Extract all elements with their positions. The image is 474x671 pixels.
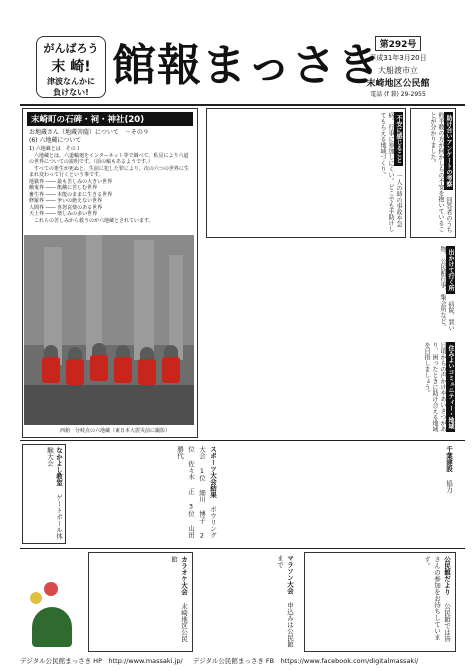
notice-title: 公民館だより	[443, 556, 451, 595]
article-byline: お地蔵さん（地蔵菩薩）について －その９	[29, 129, 149, 136]
footer-fb-link[interactable]: デジタル公民館まっさき FB https://www.facebook.com/digitalmassaki/	[192, 657, 419, 665]
footer	[20, 655, 465, 667]
slogan-box	[36, 36, 106, 98]
article-paragraph: 修羅界 ―― 争いの絶えない世界	[29, 198, 103, 204]
survey-body: 回答者のうち約半数の方が何かしらの不安を抱いていることが分かりました。	[429, 112, 452, 233]
six-jizo-photo	[24, 235, 194, 425]
publisher-name: 末崎地区公民館	[366, 79, 430, 89]
mid-divider	[20, 440, 465, 441]
article-paragraph: 畜生界 ―― 本能のままに生きる世界	[29, 191, 113, 198]
concerns-body: 一人の時の事故や急病。行事に参加しにくい。どこでも手助けしてもらえる地域づくり。	[379, 112, 402, 232]
event-sub: 末崎地区公民館	[170, 556, 188, 642]
event-box	[22, 444, 66, 544]
event-sub: 協力	[445, 480, 453, 493]
result-rank: 2位	[187, 446, 206, 540]
article-paragraph: 人間界 ―― 喜怒哀楽のある世界	[29, 204, 103, 211]
event-title: マラソン大会	[286, 555, 294, 594]
result-rank: 1位	[198, 467, 206, 482]
article-title: 末崎町の石碑・祠・神社(20)	[27, 112, 193, 126]
result-names: 佐々木 正	[187, 460, 195, 495]
event-sub: ゲートボール体験大会	[46, 447, 63, 540]
sports-results	[70, 444, 220, 544]
article-paragraph: 餓鬼界 ―― 飢餓に苦しむ世界	[29, 185, 98, 191]
article-paragraph: これらの苦しみから救うのが六地蔵とされています。	[29, 217, 154, 224]
concerns-article	[206, 108, 406, 238]
article-paragraph: すべての衆生が死ぬと、生前に犯した罪により、次の六つの世界に生まれ変わって行くという事です。	[29, 165, 189, 178]
destinations-article	[206, 244, 456, 334]
result-names: 細川 博子	[198, 489, 206, 524]
masthead-title: 館報まっさき	[112, 40, 382, 91]
article-section: (6) 六地蔵について	[29, 137, 82, 144]
community-body: 日頃からの声かけやあいさつがあり、困ったときに助け合える地域を目指しましょう。	[423, 342, 446, 432]
survey-heading: 助け合いアンケートの考察	[444, 112, 453, 190]
issue-number: 第292号	[375, 36, 422, 51]
destinations-body: 病院、買い物、公民館行事、集会所など。	[439, 246, 454, 331]
event-box	[226, 444, 456, 544]
event-box	[88, 552, 193, 652]
notice-body: 公民館では皆さんの参加をお待ちしています。	[423, 556, 451, 642]
event-title: カラオケ大会	[180, 556, 188, 595]
footer-hp-link[interactable]: デジタル公民館まっさき HP http://www.massaki.jp/	[20, 657, 183, 665]
article-paragraph: 地獄界 ―― 最も苦しみの大きい世界	[29, 178, 113, 185]
header-divider	[20, 104, 465, 106]
event-title: なかよし教室	[55, 447, 63, 486]
destinations-heading: 出かけて行く所	[446, 246, 455, 294]
flower-illustration	[22, 552, 82, 652]
slogan-line: がんばろう	[43, 42, 99, 55]
slogan-line: 津波なんかに	[47, 77, 95, 86]
slogan-line: 末 崎!	[51, 59, 91, 75]
event-box	[198, 552, 298, 652]
lower-divider	[20, 548, 465, 549]
event-sub: 申込みは公民館まで	[276, 555, 294, 648]
concerns-heading: 不安に感じること	[394, 112, 403, 166]
article-paragraph: 1) 六地蔵とは その１	[29, 146, 81, 152]
event-title: 千葉建設	[445, 446, 453, 472]
community-heading: 住みよいコミュニティー・地域	[446, 342, 455, 432]
sports-heading: スポーツ大会結果	[209, 446, 217, 498]
phone: 電話 (f 兼) 29-2955	[370, 91, 426, 98]
slogan-line: 負けない!	[53, 88, 89, 97]
publisher-city: 大船渡市立	[378, 66, 418, 75]
issue-date: 平成31年3月20日	[369, 54, 427, 62]
community-article	[206, 340, 456, 435]
sports-sub: ボウリング大会	[198, 446, 217, 539]
photo-caption: 西舘 分岐点の六地蔵（東日本大震災前に撮影）	[59, 428, 170, 434]
result-names: 山田 勝代	[176, 446, 195, 538]
article-paragraph: 天上界 ―― 楽しみの多い世界	[29, 211, 98, 217]
article-paragraph: 六地蔵とは、六道輪廻をインターネット等で調べて、私見により六道の世界についての説明です。（前の稿もあるようです。）	[29, 152, 189, 165]
notice-box	[304, 552, 456, 652]
survey-article	[410, 108, 456, 238]
issue-info	[348, 32, 448, 98]
result-rank: 3位	[187, 502, 195, 517]
